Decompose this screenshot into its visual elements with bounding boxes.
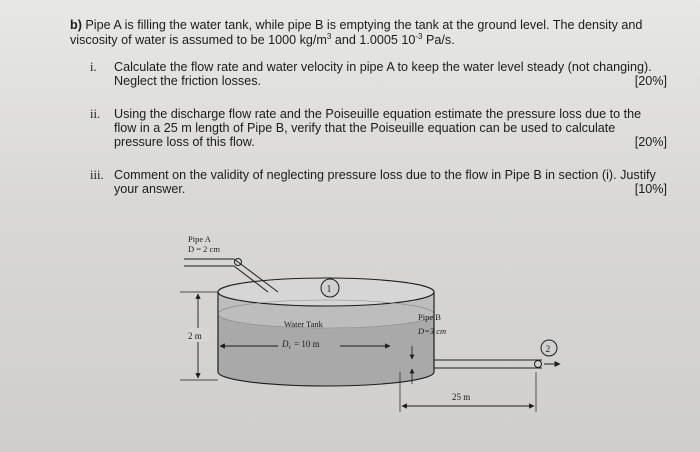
question-numeral: ii. [90, 107, 101, 121]
intro-sup-2: -3 [415, 31, 423, 41]
question-body [114, 168, 667, 196]
point-1-label: 1 [326, 284, 332, 295]
intro-text-a: Pipe A is filling the water tank, while pipe B is emptying the tank at the ground level. The density and viscosity of water is assumed to be 1000 kg/m [70, 18, 643, 47]
tank-diagram [150, 222, 570, 422]
question-text: Comment on the validity of neglecting pressure loss due to the flow in Pipe B in section (i). Justify your answer. [114, 168, 656, 196]
tank-diameter-value: = 10 m [294, 339, 320, 349]
height-label: 2 m [188, 331, 202, 341]
pipe-b-diameter: D=3 cm [418, 326, 447, 336]
tank-diameter-subscript: t [289, 345, 291, 351]
question-numeral: i. [90, 60, 97, 74]
part-label: b) [70, 18, 82, 32]
pipe-a-label: Pipe A [188, 234, 211, 244]
pipe-b-label: Pipe B [418, 312, 441, 322]
tank-diameter-symbol: D [282, 339, 289, 349]
question-body [114, 107, 667, 149]
intro-paragraph [70, 18, 670, 47]
length-label: 25 m [452, 392, 471, 402]
question-marks: [20%] [634, 74, 667, 88]
question-text: Using the discharge flow rate and the Poiseuille equation estimate the pressure loss due to the flow in a 25 m length of Pipe B, verify that the Poiseuille equation can be used to calculate pressure loss of this flow. [114, 107, 642, 149]
intro-text-c: Pa/s. [422, 32, 455, 47]
intro-text-b: and 1.0005 10 [331, 32, 416, 47]
question-numeral: iii. [90, 168, 104, 182]
question-marks: [10%] [634, 182, 667, 196]
pipe-b-valve [535, 361, 542, 368]
question-body [114, 60, 667, 88]
question-text: Calculate the flow rate and water velocity in pipe A to keep the water level steady (not changing). Neglect the friction losses. [114, 60, 652, 88]
question-marks: [20%] [634, 135, 667, 149]
point-2-label: 2 [545, 345, 551, 355]
pipe-a-diameter: D = 2 cm [188, 244, 220, 254]
intro-sup-1: 3 [326, 31, 332, 41]
tank-label: Water Tank [284, 319, 323, 329]
